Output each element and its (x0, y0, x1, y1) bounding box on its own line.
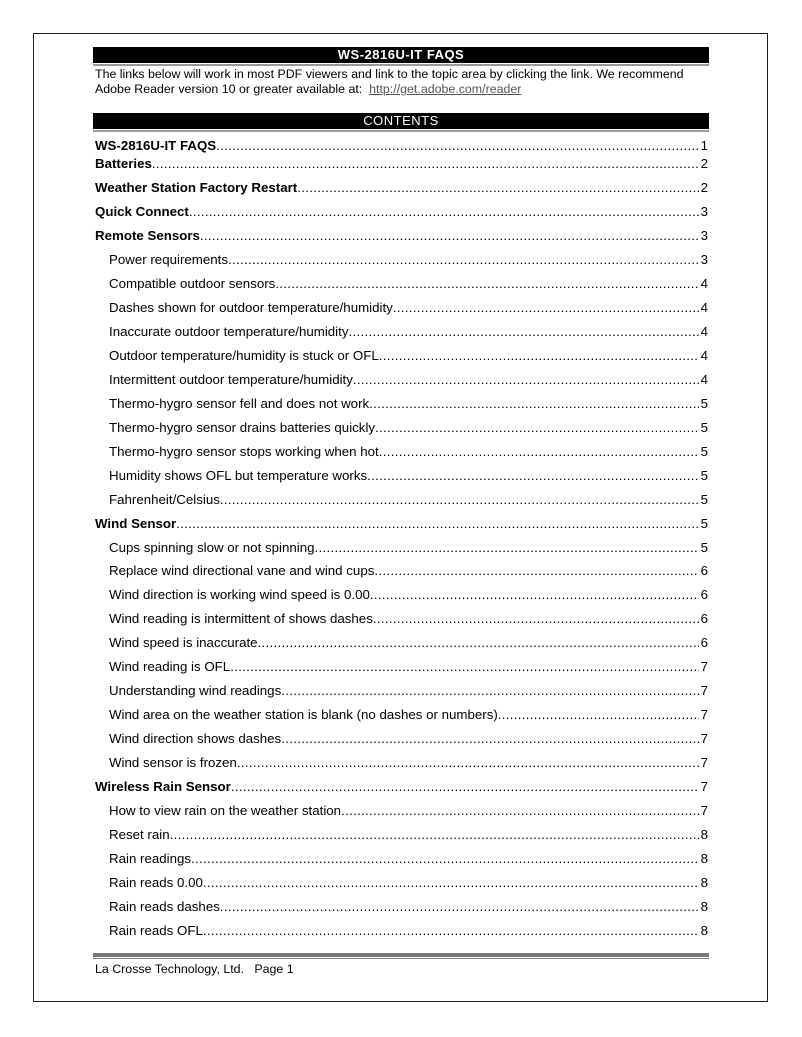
toc-entry-label: Rain reads 0.00 (109, 875, 203, 891)
dot-leader (315, 540, 699, 556)
toc-entry[interactable] (95, 635, 708, 651)
toc-entry[interactable] (95, 707, 708, 723)
toc-entry-page: 4 (700, 275, 708, 291)
toc-entry-page: 8 (700, 827, 708, 843)
toc-entry-page: 4 (700, 371, 708, 387)
toc-entry[interactable] (95, 396, 708, 412)
toc-entry-page: 8 (700, 851, 708, 867)
toc-entry-page: 7 (700, 683, 708, 699)
toc-entry-label: Understanding wind readings (109, 683, 282, 699)
toc-entry[interactable] (95, 731, 708, 747)
toc-entry-page: 8 (700, 923, 708, 939)
toc-entry[interactable] (95, 755, 708, 771)
toc-entry-page: 8 (700, 899, 708, 915)
footer-text: La Crosse Technology, Ltd. Page 1 (95, 962, 294, 976)
toc-entry-label: Thermo-hygro sensor drains batteries quickly (109, 419, 376, 435)
document-title: WS-2816U-IT FAQS (93, 47, 709, 63)
toc-entry[interactable] (95, 827, 708, 843)
dot-leader (228, 252, 699, 268)
toc-entry-label: Wind Sensor (95, 515, 177, 531)
toc-entry[interactable] (95, 683, 708, 699)
toc-entry-label: Quick Connect (95, 203, 189, 219)
toc-entry[interactable] (95, 468, 708, 484)
contents-heading: CONTENTS (93, 113, 709, 129)
footer-rule-thin (93, 958, 709, 959)
contents-rule (93, 130, 709, 132)
toc-entry-label: Power requirements (109, 251, 228, 267)
toc-entry-page: 2 (700, 179, 708, 195)
toc-entry-label: Outdoor temperature/humidity is stuck or OFL (109, 347, 379, 363)
dot-leader (374, 563, 698, 579)
toc-entry[interactable] (95, 587, 708, 603)
toc-entry-page: 1 (700, 138, 708, 153)
toc-entry-page: 8 (700, 875, 708, 891)
dot-leader (379, 444, 699, 460)
toc-entry[interactable] (95, 324, 708, 340)
toc-entry-page: 5 (700, 443, 708, 459)
toc-entry[interactable] (95, 611, 708, 627)
toc-entry[interactable] (95, 875, 708, 891)
dot-leader (200, 228, 699, 244)
toc-entry-page: 5 (700, 395, 708, 411)
toc-entry[interactable] (95, 348, 708, 364)
dot-leader (369, 396, 698, 412)
toc-entry-page: 6 (700, 563, 708, 579)
toc-entry-page: 7 (700, 779, 708, 795)
dot-leader (258, 635, 699, 651)
toc-entry-page: 7 (700, 659, 708, 675)
toc-entry[interactable] (95, 492, 708, 508)
toc-entry-label: Thermo-hygro sensor stops working when hot (109, 443, 379, 459)
dot-leader (297, 180, 698, 196)
toc-entry-page: 5 (700, 419, 708, 435)
toc-entry-label: Cups spinning slow or not spinning (109, 539, 315, 555)
toc-entry-label: Intermittent outdoor temperature/humidity (109, 371, 353, 387)
toc-entry[interactable] (95, 276, 708, 292)
toc-entry-label: Rain reads OFL (109, 923, 203, 939)
toc-entry[interactable] (95, 300, 708, 316)
adobe-reader-link[interactable]: http://get.adobe.com/reader (369, 82, 522, 96)
toc-entry-label: Wind sensor is frozen (109, 755, 237, 771)
dot-leader (216, 138, 698, 154)
toc-entry[interactable] (95, 138, 708, 154)
toc-entry[interactable] (95, 851, 708, 867)
dot-leader (348, 324, 698, 340)
toc-entry-page: 7 (700, 803, 708, 819)
dot-leader (220, 899, 699, 915)
toc-entry-label: Rain readings (109, 851, 192, 867)
toc-entry[interactable] (95, 563, 708, 579)
toc-entry[interactable] (95, 420, 708, 436)
toc-entry-label: Wireless Rain Sensor (95, 779, 231, 795)
toc-entry-page: 5 (700, 515, 708, 531)
dot-leader (375, 420, 699, 436)
dot-leader (373, 611, 699, 627)
toc-entry[interactable] (95, 180, 708, 196)
toc-entry-page: 5 (700, 491, 708, 507)
dot-leader (203, 923, 699, 939)
dot-leader (189, 204, 699, 220)
toc-entry[interactable] (95, 444, 708, 460)
toc-entry-label: WS-2816U-IT FAQS (95, 138, 217, 153)
dot-leader (203, 875, 699, 891)
toc-entry-label: Compatible outdoor sensors (109, 275, 276, 291)
dot-leader (370, 587, 699, 603)
toc-entry[interactable] (95, 540, 708, 556)
dot-leader (176, 516, 698, 532)
footer-rule (93, 953, 709, 957)
dot-leader (281, 731, 698, 747)
toc-entry-label: Batteries (95, 156, 152, 171)
toc-entry-page: 3 (700, 203, 708, 219)
toc-entry-label: Wind reading is OFL (109, 659, 231, 675)
toc-entry[interactable] (95, 923, 708, 939)
dot-leader (341, 803, 699, 819)
toc-entry-label: Replace wind directional vane and wind cups (109, 563, 375, 579)
toc-entry[interactable] (95, 156, 708, 172)
toc-entry-page: 6 (700, 611, 708, 627)
toc-entry-page: 5 (700, 539, 708, 555)
toc-entry-page: 4 (700, 323, 708, 339)
toc-entry-page: 3 (700, 251, 708, 267)
dot-leader (281, 683, 698, 699)
toc-entry-page: 7 (700, 755, 708, 771)
toc-entry-page: 6 (700, 587, 708, 603)
dot-leader (152, 156, 699, 172)
toc-entry-label: Remote Sensors (95, 227, 200, 243)
toc-entry[interactable] (95, 779, 708, 795)
toc-entry[interactable] (95, 803, 708, 819)
dot-leader (393, 300, 699, 316)
toc-entry-label: Wind area on the weather station is blank (no dashes or numbers) (109, 707, 498, 723)
toc-entry-page: 6 (700, 635, 708, 651)
dot-leader (170, 827, 699, 843)
toc-entry[interactable] (95, 228, 708, 244)
dot-leader (379, 348, 699, 364)
toc-entry[interactable] (95, 204, 708, 220)
toc-entry-label: Thermo-hygro sensor fell and does not work (109, 395, 370, 411)
toc-entry[interactable] (95, 659, 708, 675)
toc-entry[interactable] (95, 516, 708, 532)
toc-entry[interactable] (95, 899, 708, 915)
toc-entry-label: Wind direction shows dashes (109, 731, 282, 747)
toc-entry-label: Humidity shows OFL but temperature works (109, 467, 368, 483)
toc-entry-page: 7 (700, 707, 708, 723)
dot-leader (353, 372, 699, 388)
dot-leader (237, 755, 699, 771)
toc-entry-label: Fahrenheit/Celsius (109, 491, 220, 507)
dot-leader (231, 779, 699, 795)
toc-entry-label: Wind reading is intermittent of shows dashes (109, 611, 373, 627)
dot-leader (367, 468, 698, 484)
toc-entry-page: 2 (700, 156, 708, 171)
toc-entry-page: 5 (700, 467, 708, 483)
toc-entry[interactable] (95, 372, 708, 388)
toc-entry-label: Weather Station Factory Restart (95, 179, 298, 195)
toc-entry-page: 3 (700, 227, 708, 243)
dot-leader (230, 659, 698, 675)
toc-entry-label: Inaccurate outdoor temperature/humidity (109, 323, 349, 339)
intro-text: The links below will work in most PDF viewers and link to the topic area by clicking the link. We recommend Adobe Reader version 10 or greater available at: (95, 67, 684, 96)
title-rule (93, 64, 709, 66)
toc-entry-label: Wind speed is inaccurate (109, 635, 258, 651)
toc-entry-label: Dashes shown for outdoor temperature/humidity (109, 299, 393, 315)
toc-entry[interactable] (95, 252, 708, 268)
dot-leader (275, 276, 698, 292)
toc-entry-page: 4 (700, 347, 708, 363)
dot-leader (191, 851, 699, 867)
toc-entry-label: Reset rain (109, 827, 170, 843)
toc-entry-page: 4 (700, 299, 708, 315)
intro-paragraph (95, 67, 715, 97)
toc-entry-page: 7 (700, 731, 708, 747)
toc-entry-label: How to view rain on the weather station (109, 803, 342, 819)
dot-leader (498, 707, 699, 723)
toc-entry-label: Wind direction is working wind speed is 0.00 (109, 587, 370, 603)
toc-entry-label: Rain reads dashes (109, 899, 220, 915)
dot-leader (220, 492, 699, 508)
